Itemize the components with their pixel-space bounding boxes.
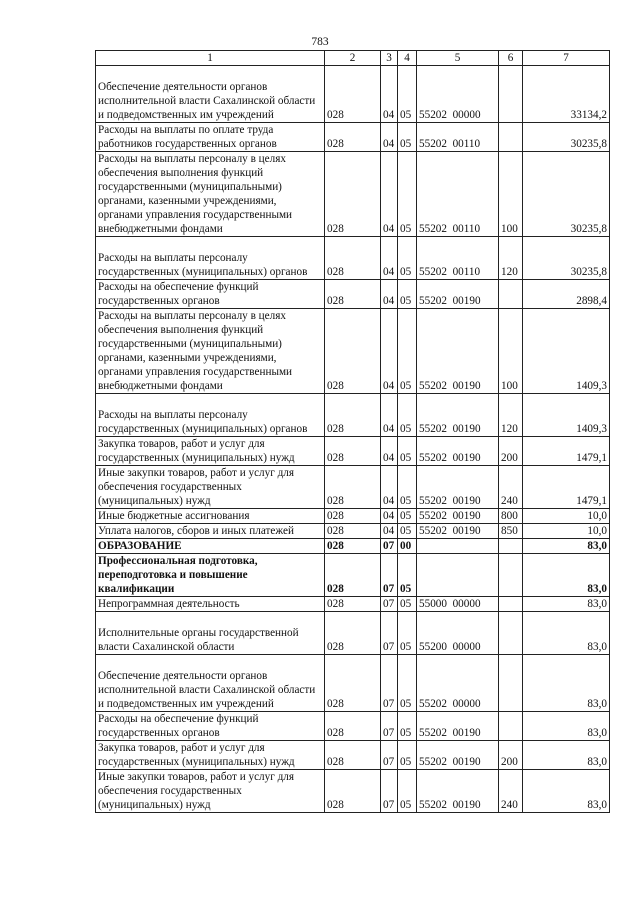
target-article-code: 55000 00000 xyxy=(417,597,499,612)
section-code: 07 xyxy=(381,612,398,655)
target-article-code: 55202 00190 xyxy=(417,437,499,466)
target-article-code: 55202 00190 xyxy=(417,509,499,524)
ministry-code: 028 xyxy=(325,152,381,237)
section-code: 04 xyxy=(381,524,398,539)
expense-type-code xyxy=(499,280,523,309)
ministry-code: 028 xyxy=(325,612,381,655)
subsection-code: 05 xyxy=(398,770,417,813)
table-row xyxy=(96,554,610,597)
item-description: Иные бюджетные ассигнования xyxy=(96,509,325,524)
section-code: 04 xyxy=(381,123,398,152)
page-number: 783 xyxy=(311,36,329,48)
item-description: Уплата налогов, сборов и иных платежей xyxy=(96,524,325,539)
subsection-code: 05 xyxy=(398,309,417,394)
expense-type-code: 100 xyxy=(499,309,523,394)
target-article-code: 55202 00190 xyxy=(417,309,499,394)
amount: 83,0 xyxy=(523,597,610,612)
expense-type-code: 120 xyxy=(499,394,523,437)
column-header: 1 xyxy=(96,51,325,66)
amount: 83,0 xyxy=(523,712,610,741)
table-row xyxy=(96,437,610,466)
column-header: 7 xyxy=(523,51,610,66)
amount: 83,0 xyxy=(523,539,610,554)
target-article-code: 55202 00190 xyxy=(417,524,499,539)
ministry-code: 028 xyxy=(325,741,381,770)
amount: 1409,3 xyxy=(523,394,610,437)
item-description: Расходы на обеспечение функций государственных органов xyxy=(96,280,325,309)
expense-type-code xyxy=(499,597,523,612)
expense-type-code xyxy=(499,539,523,554)
column-header: 2 xyxy=(325,51,381,66)
table-row xyxy=(96,237,610,280)
expense-type-code: 240 xyxy=(499,466,523,509)
target-article-code: 55202 00110 xyxy=(417,123,499,152)
subsection-code: 00 xyxy=(398,539,417,554)
section-code: 04 xyxy=(381,237,398,280)
section-code: 04 xyxy=(381,309,398,394)
target-article-code: 55200 00000 xyxy=(417,612,499,655)
amount: 83,0 xyxy=(523,770,610,813)
ministry-code: 028 xyxy=(325,597,381,612)
item-description: Расходы на выплаты персоналу в целях обеспечения выполнения функций государственными (муниципальными) органами, казенными учреждениями, органами управления государственными внебюджетными фондами xyxy=(96,309,325,394)
section-code: 07 xyxy=(381,539,398,554)
subsection-code: 05 xyxy=(398,509,417,524)
ministry-code: 028 xyxy=(325,770,381,813)
amount: 1409,3 xyxy=(523,309,610,394)
subsection-code: 05 xyxy=(398,655,417,712)
item-description: Расходы на обеспечение функций государственных органов xyxy=(96,712,325,741)
expense-type-code: 120 xyxy=(499,237,523,280)
item-description: Обеспечение деятельности органов исполнительной власти Сахалинской области и подведомственных им учреждений xyxy=(96,66,325,123)
table-row xyxy=(96,770,610,813)
expense-type-code xyxy=(499,612,523,655)
table-row xyxy=(96,280,610,309)
amount: 2898,4 xyxy=(523,280,610,309)
amount: 1479,1 xyxy=(523,466,610,509)
table-row xyxy=(96,539,610,554)
amount: 30235,8 xyxy=(523,152,610,237)
expense-type-code xyxy=(499,712,523,741)
header-row xyxy=(96,51,610,66)
subsection-code: 05 xyxy=(398,741,417,770)
expense-type-code xyxy=(499,66,523,123)
section-code: 07 xyxy=(381,597,398,612)
target-article-code: 55202 00190 xyxy=(417,466,499,509)
section-code: 04 xyxy=(381,394,398,437)
table-row xyxy=(96,655,610,712)
amount: 83,0 xyxy=(523,741,610,770)
table-row xyxy=(96,612,610,655)
table-row xyxy=(96,597,610,612)
subsection-code: 05 xyxy=(398,612,417,655)
item-description: Непрограммная деятельность xyxy=(96,597,325,612)
section-code: 04 xyxy=(381,509,398,524)
target-article-code: 55202 00000 xyxy=(417,66,499,123)
ministry-code: 028 xyxy=(325,524,381,539)
target-article-code: 55202 00190 xyxy=(417,280,499,309)
ministry-code: 028 xyxy=(325,554,381,597)
ministry-code: 028 xyxy=(325,539,381,554)
section-code: 07 xyxy=(381,770,398,813)
item-description: Иные закупки товаров, работ и услуг для обеспечения государственных (муниципальных) нужд xyxy=(96,770,325,813)
expense-type-code: 200 xyxy=(499,741,523,770)
table-row xyxy=(96,394,610,437)
target-article-code xyxy=(417,539,499,554)
item-description: Исполнительные органы государственной власти Сахалинской области xyxy=(96,612,325,655)
target-article-code: 55202 00190 xyxy=(417,741,499,770)
item-description: Профессиональная подготовка, переподготовка и повышение квалификации xyxy=(96,554,325,597)
subsection-code: 05 xyxy=(398,66,417,123)
column-header: 4 xyxy=(398,51,417,66)
amount: 1479,1 xyxy=(523,437,610,466)
table-row xyxy=(96,66,610,123)
expense-type-code: 240 xyxy=(499,770,523,813)
table-row xyxy=(96,123,610,152)
subsection-code: 05 xyxy=(398,437,417,466)
target-article-code: 55202 00190 xyxy=(417,394,499,437)
column-header: 6 xyxy=(499,51,523,66)
item-description: Расходы на выплаты по оплате труда работников государственных органов xyxy=(96,123,325,152)
column-header: 3 xyxy=(381,51,398,66)
expense-type-code: 800 xyxy=(499,509,523,524)
subsection-code: 05 xyxy=(398,152,417,237)
ministry-code: 028 xyxy=(325,509,381,524)
section-code: 07 xyxy=(381,554,398,597)
target-article-code: 55202 00190 xyxy=(417,712,499,741)
amount: 10,0 xyxy=(523,524,610,539)
item-description: Закупка товаров, работ и услуг для государственных (муниципальных) нужд xyxy=(96,437,325,466)
table-row xyxy=(96,524,610,539)
target-article-code: 55202 00110 xyxy=(417,237,499,280)
item-description: Расходы на выплаты персоналу в целях обеспечения выполнения функций государственными (муниципальными) органами, казенными учреждениями, органами управления государственными внебюджетными фондами xyxy=(96,152,325,237)
column-header: 5 xyxy=(417,51,499,66)
target-article-code: 55202 00000 xyxy=(417,655,499,712)
amount: 83,0 xyxy=(523,655,610,712)
item-description: Обеспечение деятельности органов исполнительной власти Сахалинской области и подведомственных им учреждений xyxy=(96,655,325,712)
ministry-code: 028 xyxy=(325,655,381,712)
ministry-code: 028 xyxy=(325,394,381,437)
ministry-code: 028 xyxy=(325,237,381,280)
subsection-code: 05 xyxy=(398,524,417,539)
item-description: ОБРАЗОВАНИЕ xyxy=(96,539,325,554)
section-code: 04 xyxy=(381,280,398,309)
subsection-code: 05 xyxy=(398,466,417,509)
section-code: 04 xyxy=(381,66,398,123)
subsection-code: 05 xyxy=(398,394,417,437)
target-article-code: 55202 00110 xyxy=(417,152,499,237)
ministry-code: 028 xyxy=(325,309,381,394)
ministry-code: 028 xyxy=(325,66,381,123)
expense-type-code xyxy=(499,655,523,712)
section-code: 04 xyxy=(381,152,398,237)
target-article-code xyxy=(417,554,499,597)
section-code: 07 xyxy=(381,655,398,712)
amount: 83,0 xyxy=(523,612,610,655)
expense-type-code: 850 xyxy=(499,524,523,539)
table-row xyxy=(96,509,610,524)
ministry-code: 028 xyxy=(325,280,381,309)
section-code: 04 xyxy=(381,466,398,509)
ministry-code: 028 xyxy=(325,712,381,741)
table-body xyxy=(96,51,610,813)
target-article-code: 55202 00190 xyxy=(417,770,499,813)
amount: 30235,8 xyxy=(523,237,610,280)
amount: 83,0 xyxy=(523,554,610,597)
expense-type-code xyxy=(499,554,523,597)
subsection-code: 05 xyxy=(398,237,417,280)
subsection-code: 05 xyxy=(398,280,417,309)
amount: 30235,8 xyxy=(523,123,610,152)
amount: 33134,2 xyxy=(523,66,610,123)
section-code: 07 xyxy=(381,741,398,770)
item-description: Расходы на выплаты персоналу государственных (муниципальных) органов xyxy=(96,394,325,437)
subsection-code: 05 xyxy=(398,597,417,612)
table-row xyxy=(96,712,610,741)
ministry-code: 028 xyxy=(325,466,381,509)
item-description: Расходы на выплаты персоналу государственных (муниципальных) органов xyxy=(96,237,325,280)
table-row xyxy=(96,152,610,237)
section-code: 04 xyxy=(381,437,398,466)
expense-type-code: 100 xyxy=(499,152,523,237)
subsection-code: 05 xyxy=(398,123,417,152)
subsection-code: 05 xyxy=(398,712,417,741)
table-row xyxy=(96,466,610,509)
amount: 10,0 xyxy=(523,509,610,524)
expense-type-code: 200 xyxy=(499,437,523,466)
table-row xyxy=(96,309,610,394)
item-description: Закупка товаров, работ и услуг для государственных (муниципальных) нужд xyxy=(96,741,325,770)
table-row xyxy=(96,741,610,770)
item-description: Иные закупки товаров, работ и услуг для обеспечения государственных (муниципальных) нужд xyxy=(96,466,325,509)
ministry-code: 028 xyxy=(325,437,381,466)
section-code: 07 xyxy=(381,712,398,741)
expense-type-code xyxy=(499,123,523,152)
subsection-code: 05 xyxy=(398,554,417,597)
ministry-code: 028 xyxy=(325,123,381,152)
budget-table xyxy=(95,50,610,813)
